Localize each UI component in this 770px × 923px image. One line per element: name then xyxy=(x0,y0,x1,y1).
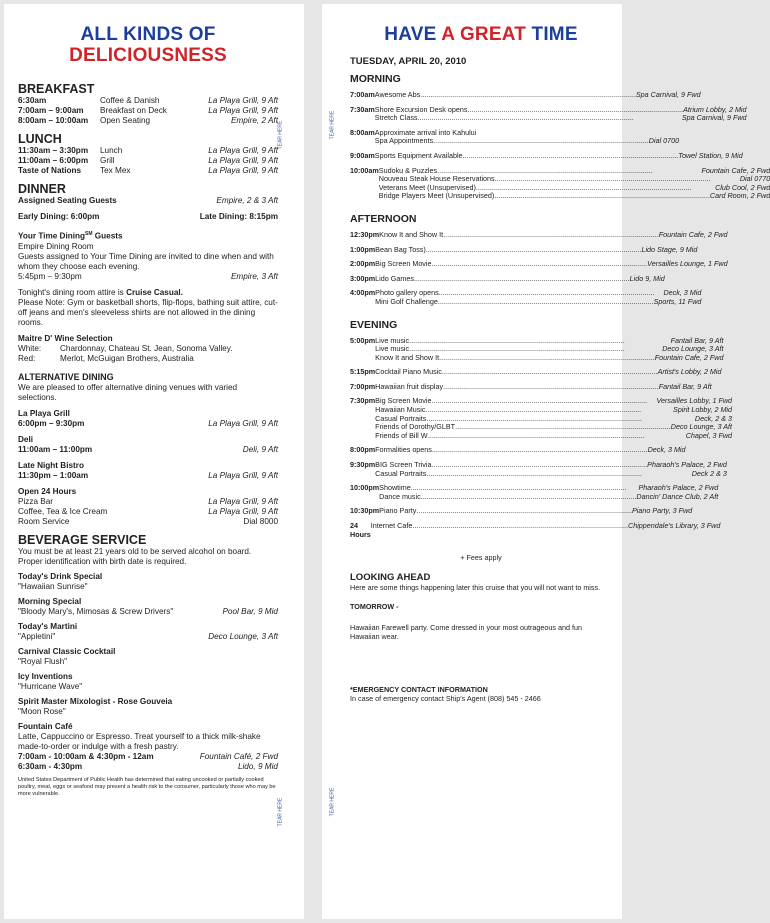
event-line xyxy=(375,91,701,100)
drink-row xyxy=(18,707,278,717)
event-name: Sports Equipment Available xyxy=(374,150,463,160)
slot-time: 7:00pm xyxy=(350,381,376,391)
cafe-location: Fountain Café, 2 Fwd xyxy=(199,751,278,761)
event-line xyxy=(375,432,732,441)
slot-time: 10:00pm xyxy=(350,483,380,493)
schedule-slot xyxy=(350,460,727,478)
event-name: Piano Party xyxy=(379,506,417,516)
event-location: Pharaoh's Palace, 2 Fwd xyxy=(647,460,727,470)
slot-items xyxy=(375,152,743,161)
slot-items xyxy=(375,129,679,146)
venue-name: Deli xyxy=(18,434,34,444)
cafe-time: 6:30am - 4:30pm xyxy=(18,761,83,771)
event-location: Club Cool, 2 Fwd xyxy=(715,182,770,192)
leader-dots xyxy=(439,354,655,363)
venue-name: La Playa Grill xyxy=(18,408,70,418)
left-title: ALL KINDS OF DELICIOUSNESS xyxy=(69,24,227,66)
morning-heading: MORNING xyxy=(350,73,401,85)
slot-time: 4:00pm xyxy=(350,288,376,298)
emergency-heading: *EMERGENCY CONTACT INFORMATION xyxy=(350,685,488,695)
event-location: Fountain Cafe, 2 Fwd xyxy=(658,229,728,239)
attire-line: Tonight's dining room attire is Cruise Casual. xyxy=(18,287,183,297)
meal-location: Empire, 2 Aft xyxy=(230,116,278,125)
drink-name: "Bloody Mary's, Mimosas & Screw Drivers" xyxy=(18,606,174,616)
schedule-slot xyxy=(350,367,722,377)
schedule-slot xyxy=(350,335,724,363)
afternoon-schedule xyxy=(350,229,728,307)
beverage-heading: BEVERAGE SERVICE xyxy=(18,532,147,547)
event-line xyxy=(375,368,721,377)
afternoon-heading: AFTERNOON xyxy=(350,212,417,225)
event-name: Know It and Show It xyxy=(379,229,444,239)
slot-time: 8:00pm xyxy=(350,445,376,455)
meal-row xyxy=(18,116,278,126)
meal-row xyxy=(18,96,278,106)
drink-name: "Hawaiian Sunrise" xyxy=(18,581,88,591)
event-location: Dancin' Dance Club, 2 Aft xyxy=(636,491,719,501)
evening-schedule xyxy=(350,335,733,540)
meal-row xyxy=(18,106,278,116)
open-24-location: Dial 8000 xyxy=(243,516,278,526)
leader-dots xyxy=(416,507,632,516)
your-time-dining-hours: 5:45pm – 9:30pm Empire, 3 Aft xyxy=(18,271,278,281)
event-name: Spa Appointments xyxy=(374,136,434,146)
slot-items xyxy=(379,167,770,201)
event-location: Fantail Bar, 9 Aft xyxy=(670,335,724,345)
health-disclaimer: United States Department of Public Health has determined that eating uncooked or partially cooked poultry, meat, eggs or seafood may present a health risk to the consumer, particularly those who may be more vulnerable. xyxy=(18,776,276,797)
event-location: Piano Party, 3 Fwd xyxy=(632,506,693,516)
meal-time: 7:00am – 9:00am xyxy=(18,106,84,115)
event-name: Stretch Class xyxy=(374,113,418,123)
leader-dots xyxy=(442,368,658,377)
slot-items xyxy=(375,106,747,123)
tomorrow-text: Hawaiian Farewell party. Come dressed in your most outrageous and fun Hawaiian wear. xyxy=(350,623,582,642)
venue-hours xyxy=(18,419,278,429)
drink-location: Deco Lounge, 3 Aft xyxy=(208,631,278,641)
leader-dots xyxy=(443,231,659,240)
meal-row xyxy=(18,156,278,166)
slot-time: 5:00pm xyxy=(350,335,376,345)
schedule-slot xyxy=(350,90,701,100)
left-page xyxy=(4,4,304,919)
right-page xyxy=(322,4,770,919)
fountain-cafe-hours xyxy=(18,752,278,772)
slot-time: 7:30pm xyxy=(350,396,376,406)
event-location: Artist's Lobby, 2 Mid xyxy=(657,367,722,377)
event-name: Live music xyxy=(375,335,410,345)
venue-name: Late Night Bistro xyxy=(18,460,84,470)
meal-desc: Breakfast on Deck xyxy=(100,106,167,115)
tomorrow-label: TOMORROW - xyxy=(350,602,399,612)
event-name: Shore Excursion Desk opens xyxy=(374,104,468,114)
event-line xyxy=(375,246,697,255)
fees-note: + Fees apply xyxy=(460,553,502,563)
drink-title: Today's Drink Special xyxy=(18,571,103,581)
slot-time: 9:00am xyxy=(350,150,375,160)
slot-time: 24 Hours xyxy=(350,521,371,539)
event-location: Chippendale's Library, 3 Fwd xyxy=(628,521,721,530)
event-line xyxy=(375,137,679,146)
slot-items xyxy=(379,484,718,501)
morning-schedule xyxy=(350,90,770,201)
slot-items xyxy=(375,446,685,455)
schedule-slot xyxy=(350,259,728,269)
venue-location: La Playa Grill, 9 Aft xyxy=(208,470,278,480)
slot-time: 8:00am xyxy=(350,127,375,137)
meal-desc: Tex Mex xyxy=(100,166,131,175)
drink-name: "Royal Flush" xyxy=(18,656,68,666)
breakfast-heading: BREAKFAST xyxy=(18,82,95,96)
event-location: Card Room, 2 Fwd xyxy=(709,191,770,201)
schedule-slot xyxy=(350,521,721,539)
leader-dots xyxy=(420,91,636,100)
leader-dots xyxy=(432,260,648,269)
looking-ahead-text: Here are some things happening later this cruise that you will not want to miss. xyxy=(350,583,601,593)
drink-row xyxy=(18,632,278,642)
event-name: Cocktail Piano Music xyxy=(375,367,442,377)
leader-dots xyxy=(426,246,642,255)
leader-dots xyxy=(432,446,648,455)
dinner-heading: DINNER xyxy=(18,182,66,196)
event-line xyxy=(379,192,770,201)
slot-time: 10:00am xyxy=(350,165,379,175)
leader-dots xyxy=(412,522,628,531)
beverage-list xyxy=(18,572,278,717)
drink-title: Carnival Classic Cocktail xyxy=(18,646,116,656)
slot-time: 9:30pm xyxy=(350,460,376,470)
event-name: Casual Portraits xyxy=(375,413,427,423)
your-time-dining-text: Guests assigned to Your Time Dining are invited to dine when and with whom they choose each evening. xyxy=(18,251,274,271)
slot-items xyxy=(375,275,665,284)
drink-row xyxy=(18,582,278,592)
your-time-dining-room: Empire Dining Room xyxy=(18,241,94,251)
schedule-slot xyxy=(350,506,693,516)
leader-dots xyxy=(494,192,710,201)
event-name: Awesome Abs xyxy=(374,90,421,99)
event-location: Dial 0700 xyxy=(648,136,680,146)
cafe-time: 7:00am - 10:00am & 4:30pm - 12am xyxy=(18,751,154,761)
tear-here-label-bottom: TEAR HERE xyxy=(277,797,284,827)
schedule-slot xyxy=(350,381,712,392)
drink-title: Icy Inventions xyxy=(18,671,73,681)
leader-dots xyxy=(463,152,679,161)
event-location: Sports, 11 Fwd xyxy=(653,296,702,306)
meal-desc: Open Seating xyxy=(100,116,151,125)
meal-time: Taste of Nations xyxy=(18,166,82,175)
wine-heading: Maitre D' Wine Selection xyxy=(18,333,113,343)
event-line xyxy=(375,446,685,455)
event-name: Internet Cafe xyxy=(370,521,413,530)
fountain-cafe-text: Latte, Cappuccino or Espresso. Treat yourself to a thick milk-shake made-to-order or indulge with a fresh pastry. xyxy=(18,731,261,751)
schedule-slot xyxy=(350,445,686,455)
event-line xyxy=(375,298,701,307)
schedule-slot xyxy=(350,127,680,146)
event-name: Friends of Bill W. xyxy=(375,430,430,440)
slot-items xyxy=(375,91,701,100)
meal-row xyxy=(18,166,278,176)
event-location: Atrium Lobby, 2 Mid xyxy=(683,104,747,114)
meal-location: La Playa Grill, 9 Aft xyxy=(208,106,278,115)
meal-desc: Grill xyxy=(100,156,115,165)
emergency-text: In case of emergency contact Ship's Agent (808) 545 - 2466 xyxy=(350,694,541,704)
event-name: Photo gallery opens xyxy=(375,288,439,298)
open-24-item: Pizza Bar xyxy=(18,496,54,506)
venue-time: 6:00pm – 9:30pm xyxy=(18,418,85,428)
drink-name: "Moon Rose" xyxy=(18,706,66,716)
event-line xyxy=(375,114,747,123)
left-column xyxy=(18,24,278,798)
drink-name: "Hurricane Wave" xyxy=(18,681,83,691)
schedule-slot xyxy=(350,396,733,440)
meal-time: 8:00am – 10:00am xyxy=(18,116,89,125)
event-location: Chapel, 3 Fwd xyxy=(685,430,733,440)
wine-red: Red: Merlot, McGuigan Brothers, Australia xyxy=(18,353,194,363)
drink-title: Morning Special xyxy=(18,596,82,606)
your-time-dining-title: Your Time Dining℠ Guests xyxy=(18,231,123,241)
meal-location: La Playa Grill, 9 Aft xyxy=(208,156,278,165)
event-location: Deck, 3 Mid xyxy=(663,288,702,298)
schedule-slot xyxy=(350,229,728,240)
drink-row xyxy=(18,657,278,667)
event-line xyxy=(371,522,721,531)
event-line xyxy=(379,231,727,240)
event-location: Deco Lounge, 3 Aft xyxy=(670,422,733,432)
schedule-slot xyxy=(350,150,743,161)
open-24-item: Coffee, Tea & Ice Cream xyxy=(18,506,108,516)
slot-time: 5:15pm xyxy=(350,367,376,377)
meal-location: La Playa Grill, 9 Aft xyxy=(208,166,278,175)
meal-time: 11:00am – 6:00pm xyxy=(18,156,89,165)
event-name: Formalities opens xyxy=(375,445,432,455)
event-name: Veterans Meet (Unsupervised) xyxy=(378,182,476,192)
event-name: Approximate arrival into Kahului xyxy=(374,127,477,137)
leader-dots xyxy=(443,383,659,392)
event-location: Spa Carnival, 9 Fwd xyxy=(635,90,701,99)
drink-row xyxy=(18,682,278,692)
event-line xyxy=(379,507,692,516)
event-location: Lido Stage, 9 Mid xyxy=(641,244,698,254)
event-name: Sudoku & Puzzles xyxy=(378,165,438,175)
slot-items xyxy=(379,231,727,240)
slot-items xyxy=(375,383,711,392)
event-line xyxy=(375,354,723,363)
right-column xyxy=(350,24,770,704)
event-name: Hawaiian Music xyxy=(375,405,426,415)
open-24-list xyxy=(18,497,278,527)
event-location: Spirit Lobby, 2 Mid xyxy=(673,405,733,415)
slot-items xyxy=(375,337,723,363)
event-location: Versailles Lobby, 1 Fwd xyxy=(656,396,733,406)
alternative-dining-heading: ALTERNATIVE DINING xyxy=(18,371,114,382)
alternative-venues-list xyxy=(18,409,278,481)
event-line xyxy=(375,383,711,392)
beverage-text: You must be at least 21 years old to be served alcohol on board. Proper identification with birth date is required. xyxy=(18,546,252,566)
event-location: Fantail Bar, 9 Aft xyxy=(658,381,712,391)
looking-ahead-heading: LOOKING AHEAD xyxy=(350,572,431,584)
fountain-cafe-title: Fountain Café xyxy=(18,721,73,731)
slot-items xyxy=(371,522,721,539)
event-location: Versailles Lounge, 1 Fwd xyxy=(647,259,728,269)
attire-note: Please Note: Gym or basketball shorts, flip-flops, bathing suit attire, cut-off jeans and men's sleeveless shirts are not allowed in the dining rooms. xyxy=(18,297,278,327)
event-location: Spa Carnival, 9 Fwd xyxy=(681,113,747,123)
leader-dots xyxy=(414,275,630,284)
tear-here-label-top-right: TEAR HERE xyxy=(329,110,336,140)
slot-items xyxy=(375,397,732,440)
alternative-dining-text: We are pleased to offer alternative dining venues with varied selections. xyxy=(18,382,238,402)
evening-heading: EVENING xyxy=(350,318,398,331)
event-location: Fountain Cafe, 2 Fwd xyxy=(654,352,724,362)
event-location: Deck, 2 & 3 xyxy=(694,413,733,423)
right-title: HAVE A GREAT TIME xyxy=(384,24,578,45)
leader-dots xyxy=(418,114,682,123)
event-line xyxy=(375,260,727,269)
event-line xyxy=(375,470,727,479)
drink-name: "Appletini" xyxy=(18,631,56,641)
event-name: Casual Portraits xyxy=(375,468,427,478)
event-name: Dance music xyxy=(379,491,421,501)
event-location: Deco Lounge, 3 Aft xyxy=(662,344,724,354)
meal-row xyxy=(18,146,278,156)
leader-dots xyxy=(421,493,637,502)
event-name: Big Screen Movie xyxy=(375,396,432,406)
open-24-location: La Playa Grill, 9 Aft xyxy=(208,506,278,516)
slot-time: 2:00pm xyxy=(350,259,376,269)
slot-items xyxy=(375,260,727,269)
event-location: Fountain Cafe, 2 Fwd xyxy=(701,165,770,175)
event-name: Mini Golf Challenge xyxy=(375,296,438,306)
slot-items xyxy=(375,461,727,478)
event-location: Lido 9, Mid xyxy=(629,273,665,283)
schedule-slot xyxy=(350,104,747,123)
slot-time: 3:00pm xyxy=(350,273,376,283)
cafe-location: Lido, 9 Mid xyxy=(237,761,278,771)
dining-times-row: Early Dining: 6:00pm Late Dining: 8:15pm xyxy=(18,212,278,221)
venue-time: 11:00am – 11:00pm xyxy=(18,444,93,454)
event-location: Towel Station, 9 Mid xyxy=(678,150,743,160)
drink-title: Today's Martini xyxy=(18,621,78,631)
drink-row xyxy=(18,607,278,617)
meal-time: 6:30am xyxy=(18,96,47,105)
slot-items xyxy=(375,368,721,377)
event-location: Deck, 3 Mid xyxy=(647,445,686,455)
open-24-row xyxy=(18,507,278,517)
cafe-hours-row xyxy=(18,752,278,762)
schedule-slot xyxy=(350,244,698,255)
open-24-row xyxy=(18,497,278,507)
venue-hours xyxy=(18,471,278,481)
assigned-seating-row: Assigned Seating Guests Empire, 2 & 3 Aft xyxy=(18,196,278,205)
event-name: Big Screen Movie xyxy=(375,259,432,269)
meal-time: 11:30am – 3:30pm xyxy=(18,146,89,155)
event-name: Hawaiian fruit display xyxy=(375,381,444,391)
drink-title: Spirit Master Mixologist - Rose Gouveia xyxy=(18,696,173,706)
slot-time: 7:30am xyxy=(350,104,375,114)
event-name: Live music xyxy=(375,344,410,354)
event-location: Pharaoh's Palace, 2 Fwd xyxy=(638,483,719,493)
event-name: Know It and Show It xyxy=(375,352,440,362)
event-name: BIG Screen Trivia xyxy=(375,460,432,470)
leader-dots xyxy=(429,432,686,441)
slot-items xyxy=(375,289,701,306)
breakfast-list xyxy=(18,96,278,126)
slot-time: 1:00pm xyxy=(350,244,376,254)
event-name: Showtime xyxy=(379,483,411,493)
venue-time: 11:30pm – 1:00am xyxy=(18,470,89,480)
schedule-date: TUESDAY, APRIL 20, 2010 xyxy=(350,56,467,67)
schedule-slot xyxy=(350,165,770,201)
event-line xyxy=(379,493,718,502)
open-24-heading: Open 24 Hours xyxy=(18,486,77,496)
cafe-hours-row xyxy=(18,762,278,772)
tear-here-label-top: TEAR HERE xyxy=(277,120,284,150)
slot-time: 7:00am xyxy=(350,90,375,99)
drink-location: Pool Bar, 9 Mid xyxy=(222,606,278,616)
leader-dots xyxy=(426,470,691,479)
meal-location: La Playa Grill, 9 Aft xyxy=(208,96,278,105)
venue-location: La Playa Grill, 9 Aft xyxy=(208,418,278,428)
event-name: Nouveau Steak House Reservations xyxy=(378,174,495,184)
meal-desc: Lunch xyxy=(100,146,123,155)
open-24-item: Room Service xyxy=(18,516,70,526)
event-name: Bridge Players Meet (Unsupervised) xyxy=(378,191,495,201)
slot-items xyxy=(375,246,697,255)
venue-location: Deli, 9 Aft xyxy=(242,444,278,454)
leader-dots xyxy=(438,298,654,307)
slot-time: 12:30pm xyxy=(350,229,380,239)
leader-dots xyxy=(433,137,649,146)
event-name: Lido Games xyxy=(375,273,414,283)
tear-here-label-bottom-right: TEAR HERE xyxy=(329,787,336,817)
event-name: Friends of Dorothy/GLBT xyxy=(375,422,456,432)
slot-items xyxy=(379,507,692,516)
open-24-row xyxy=(18,517,278,527)
meal-desc: Coffee & Danish xyxy=(100,96,160,105)
slot-time: 10:30pm xyxy=(350,506,380,516)
schedule-slot xyxy=(350,483,719,501)
meal-location: La Playa Grill, 9 Aft xyxy=(208,146,278,155)
lunch-heading: LUNCH xyxy=(18,132,62,146)
event-name: Bean Bag Toss) xyxy=(375,244,426,254)
lunch-list xyxy=(18,146,278,176)
wine-white: White: Chardonnay, Chateau St. Jean, Sonoma Valley. xyxy=(18,343,233,353)
event-line xyxy=(375,275,665,284)
schedule-slot xyxy=(350,273,665,284)
event-location: Deck 2 & 3 xyxy=(691,468,727,478)
open-24-location: La Playa Grill, 9 Aft xyxy=(208,496,278,506)
venue-hours xyxy=(18,445,278,455)
event-line xyxy=(375,152,743,161)
event-location: Dial 0770 xyxy=(739,174,770,184)
schedule-slot xyxy=(350,288,702,306)
